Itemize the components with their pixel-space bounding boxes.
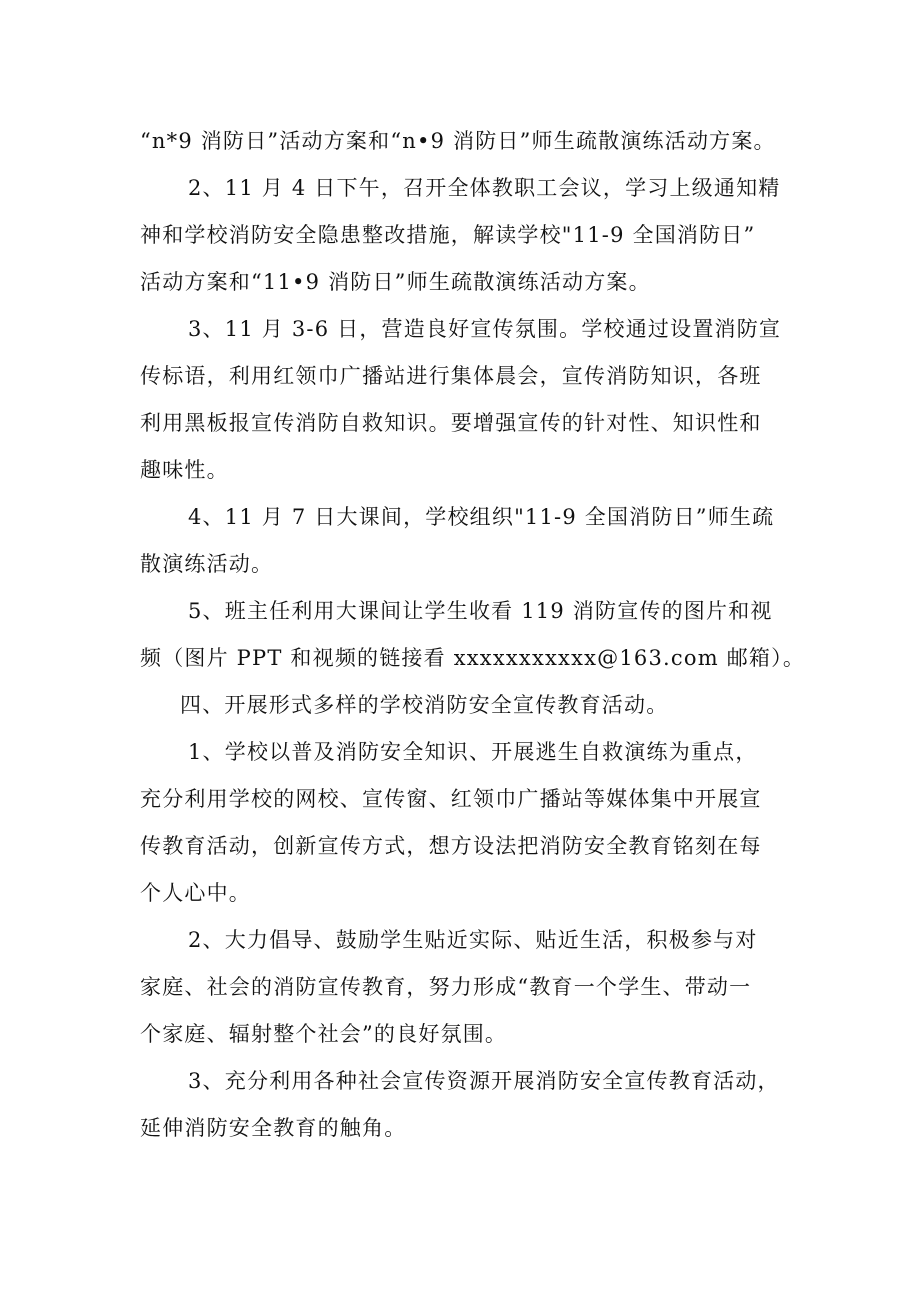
text-line: 2、大力倡导、鼓励学生贴近实际、贴近生活，积极参与对 (188, 928, 758, 952)
paragraph-section4-item-3 (140, 1058, 788, 1152)
text-line: 趣味性。 (140, 458, 229, 482)
text-line: 传标语，利用红领巾广播站进行集体晨会，宣传消防知识，各班 (140, 364, 762, 388)
text-line: 3、11 月 3-6 日，营造良好宣传氛围。学校通过设置消防宣 (188, 317, 782, 341)
paragraph-item-3-publicity (140, 306, 788, 494)
paragraph-section4-item-2 (140, 917, 788, 1058)
text-line: 四、开展形式多样的学校消防安全宣传教育活动。 (180, 693, 669, 717)
paragraph-plan-titles (140, 118, 788, 165)
text-line: 1、学校以普及消防安全知识、开展逃生自救演练为重点， (188, 740, 758, 764)
document-body (140, 118, 806, 1152)
text-line: 利用黑板报宣传消防自救知识。要增强宣传的针对性、知识性和 (140, 411, 762, 435)
text-line: 传教育活动，创新宣传方式，想方设法把消防安全教育铭刻在每 (140, 834, 762, 858)
text-line: 4、11 月 7 日大课间，学校组织"11-9 全国消防日”师生疏 (188, 505, 775, 529)
text-line: 频（图片 PPT 和视频的链接看 xxxxxxxxxxx@163.com 邮箱）。 (140, 646, 806, 670)
text-line: 个人心中。 (140, 881, 251, 905)
text-line: 神和学校消防安全隐患整改措施，解读学校"11-9 全国消防日” (140, 223, 756, 247)
paragraph-item-2-meeting (140, 165, 788, 306)
text-line: 散演练活动。 (140, 552, 274, 576)
paragraph-item-5-video (140, 588, 806, 682)
section-heading-four (140, 682, 788, 729)
text-line: 家庭、社会的消防宣传教育，努力形成“教育一个学生、带动一 (140, 975, 752, 999)
text-line: 活动方案和“11•9 消防日”师生疏散演练活动方案。 (140, 270, 651, 294)
text-line: 5、班主任利用大课间让学生收看 119 消防宣传的图片和视 (188, 599, 773, 623)
text-line: 个家庭、辐射整个社会”的良好氛围。 (140, 1022, 508, 1046)
paragraph-item-4-drill (140, 494, 788, 588)
paragraph-section4-item-1 (140, 729, 788, 917)
text-line: 延伸消防安全教育的触角。 (140, 1116, 407, 1140)
text-line: 2、11 月 4 日下午，召开全体教职工会议，学习上级通知精 (188, 176, 781, 200)
text-line: 充分利用学校的网校、宣传窗、红领巾广播站等媒体集中开展宣 (140, 787, 762, 811)
text-line: “n*9 消防日”活动方案和“n•9 消防日”师生疏散演练活动方案。 (140, 129, 776, 153)
text-line: 3、充分利用各种社会宣传资源开展消防安全宣传教育活动， (188, 1069, 780, 1093)
